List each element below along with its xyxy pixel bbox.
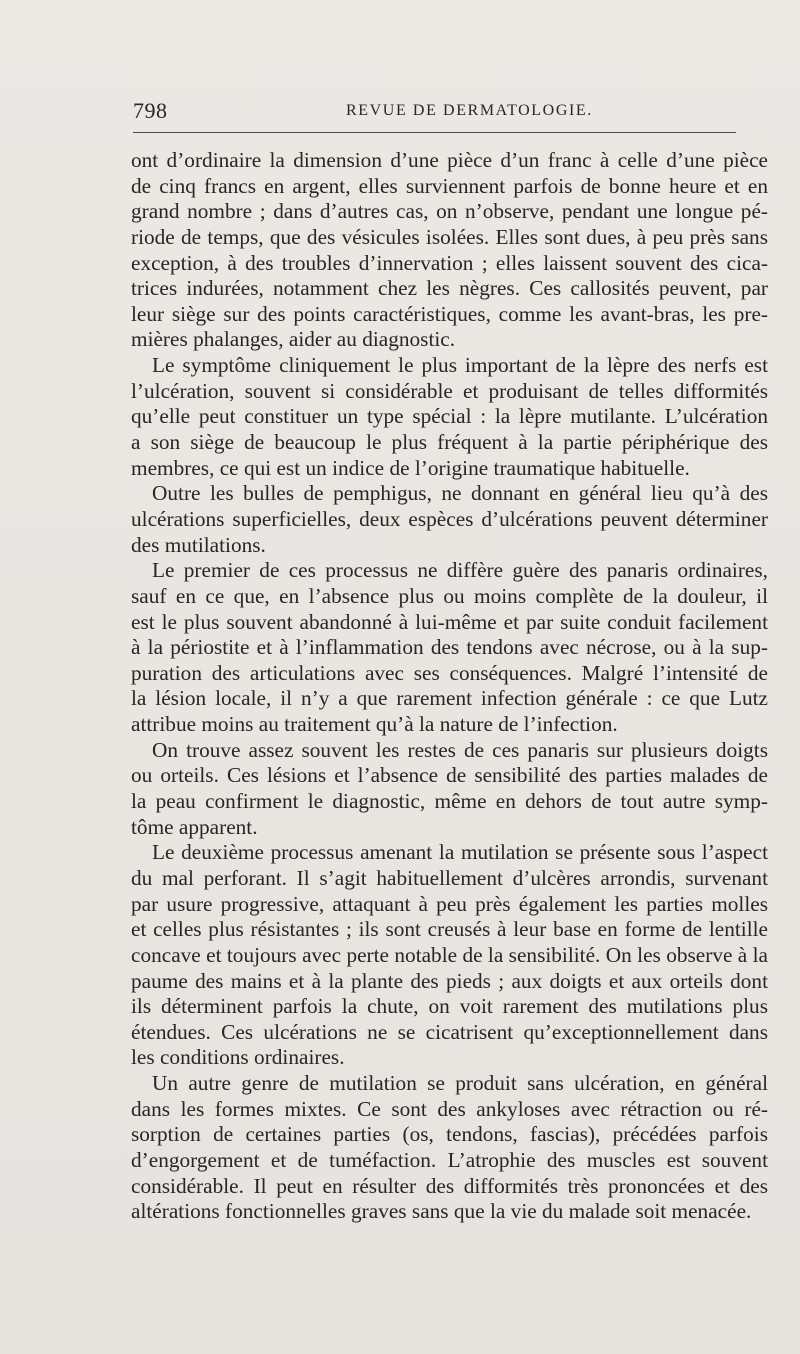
text-line: mières phalanges, aider au diagnostic. bbox=[131, 327, 456, 352]
text-line: paume des mains et à la plante des pieds ; aux doigts et aux orteils dont bbox=[131, 968, 768, 993]
text-line: considérable. Il peut en résulter des difformités très prononcées et des bbox=[131, 1173, 768, 1198]
text-line: et celles plus résistantes ; ils sont creusés à leur base en forme de lentille bbox=[131, 917, 768, 942]
page-number: 798 bbox=[133, 98, 168, 123]
text-line: Le deuxième processus amenant la mutilation se présente sous l’aspect bbox=[152, 840, 768, 865]
text-line: Outre les bulles de pemphigus, ne donnant en général lieu qu’à des bbox=[152, 481, 768, 506]
text-line: étendues. Ces ulcérations ne se cicatrisent qu’exceptionnellement dans bbox=[131, 1019, 768, 1044]
text-line: a son siège de beaucoup le plus fréquent à la partie périphérique des bbox=[131, 430, 768, 455]
text-line: sorption de certaines parties (os, tendons, fascias), précédées parfois bbox=[131, 1122, 768, 1147]
text-line: ou orteils. Ces lésions et l’absence de sensibilité des parties malades de bbox=[131, 763, 768, 788]
text-line: altérations fonctionnelles graves sans que la vie du malade soit menacée. bbox=[131, 1199, 752, 1224]
text-line: grand nombre ; dans d’autres cas, on n’observe, pendant une longue pé- bbox=[131, 199, 768, 224]
header-rule bbox=[133, 132, 736, 133]
text-line: d’engorgement et de tuméfaction. L’atrophie des muscles est souvent bbox=[131, 1147, 768, 1172]
text-line: trices indurées, notamment chez les nègres. Ces callosités peuvent, par bbox=[131, 276, 768, 301]
text-line: la lésion locale, il n’y a que rarement infection générale : ce que Lutz bbox=[131, 686, 768, 711]
text-line: dans les formes mixtes. Ce sont des ankyloses avec rétraction ou ré- bbox=[131, 1096, 768, 1121]
text-line: puration des articulations avec ses conséquences. Malgré l’intensité de bbox=[131, 660, 768, 685]
text-line: Le symptôme cliniquement le plus important de la lèpre des nerfs est bbox=[152, 353, 768, 378]
text-line: qu’elle peut constituer un type spécial : la lèpre mutilante. L’ulcération bbox=[131, 404, 768, 429]
text-line: attribue moins au traitement qu’à la nature de l’infection. bbox=[131, 712, 618, 737]
page-header bbox=[133, 98, 736, 124]
text-line: la peau confirment le diagnostic, même en dehors de tout autre symp- bbox=[131, 789, 768, 814]
text-line: à la périostite et à l’inflammation des tendons avec nécrose, ou à la sup- bbox=[131, 635, 768, 660]
text-line: des mutilations. bbox=[131, 532, 266, 557]
text-line: est le plus souvent abandonné à lui-même et par suite conduit facilement bbox=[131, 609, 768, 634]
text-line: Un autre genre de mutilation se produit sans ulcération, en général bbox=[152, 1071, 768, 1096]
text-line: Le premier de ces processus ne diffère guère des panaris ordinaires, bbox=[152, 558, 768, 583]
text-line: ont d’ordinaire la dimension d’une pièce d’un franc à celle d’une pièce bbox=[131, 148, 768, 172]
text-line: tôme apparent. bbox=[131, 814, 258, 839]
running-title: REVUE DE DERMATOLOGIE. bbox=[346, 102, 593, 119]
text-line: les conditions ordinaires. bbox=[131, 1045, 345, 1070]
text-line: sauf en ce que, en l’absence plus ou moins complète de la douleur, il bbox=[131, 583, 768, 608]
text-line: exception, à des troubles d’innervation ; elles laissent souvent des cica- bbox=[131, 250, 768, 275]
text-line: de cinq francs en argent, elles surviennent parfois de bonne heure et en bbox=[131, 173, 768, 198]
text-line: concave et toujours avec perte notable de la sensibilité. On les observe à la bbox=[131, 942, 768, 967]
text-line: On trouve assez souvent les restes de ces panaris sur plusieurs doigts bbox=[152, 737, 768, 762]
text-line: ulcérations superficielles, deux espèces d’ulcérations peuvent déterminer bbox=[131, 506, 768, 531]
text-line: du mal perforant. Il s’agit habituellement d’ulcères arrondis, survenant bbox=[131, 865, 768, 890]
text-line: par usure progressive, attaquant à peu près également les parties molles bbox=[131, 891, 768, 916]
text-line: membres, ce qui est un indice de l’origine traumatique habituelle. bbox=[131, 455, 690, 480]
text-line: leur siège sur des points caractéristiques, comme les avant-bras, les pre- bbox=[131, 301, 768, 326]
text-line: l’ulcération, souvent si considérable et produisant de telles difformités bbox=[131, 378, 768, 403]
text-line: ils déterminent parfois la chute, on voit rarement des mutilations plus bbox=[131, 994, 768, 1019]
text-line: riode de temps, que des vésicules isolées. Elles sont dues, à peu près sans bbox=[131, 224, 768, 249]
body-text bbox=[131, 148, 768, 1225]
